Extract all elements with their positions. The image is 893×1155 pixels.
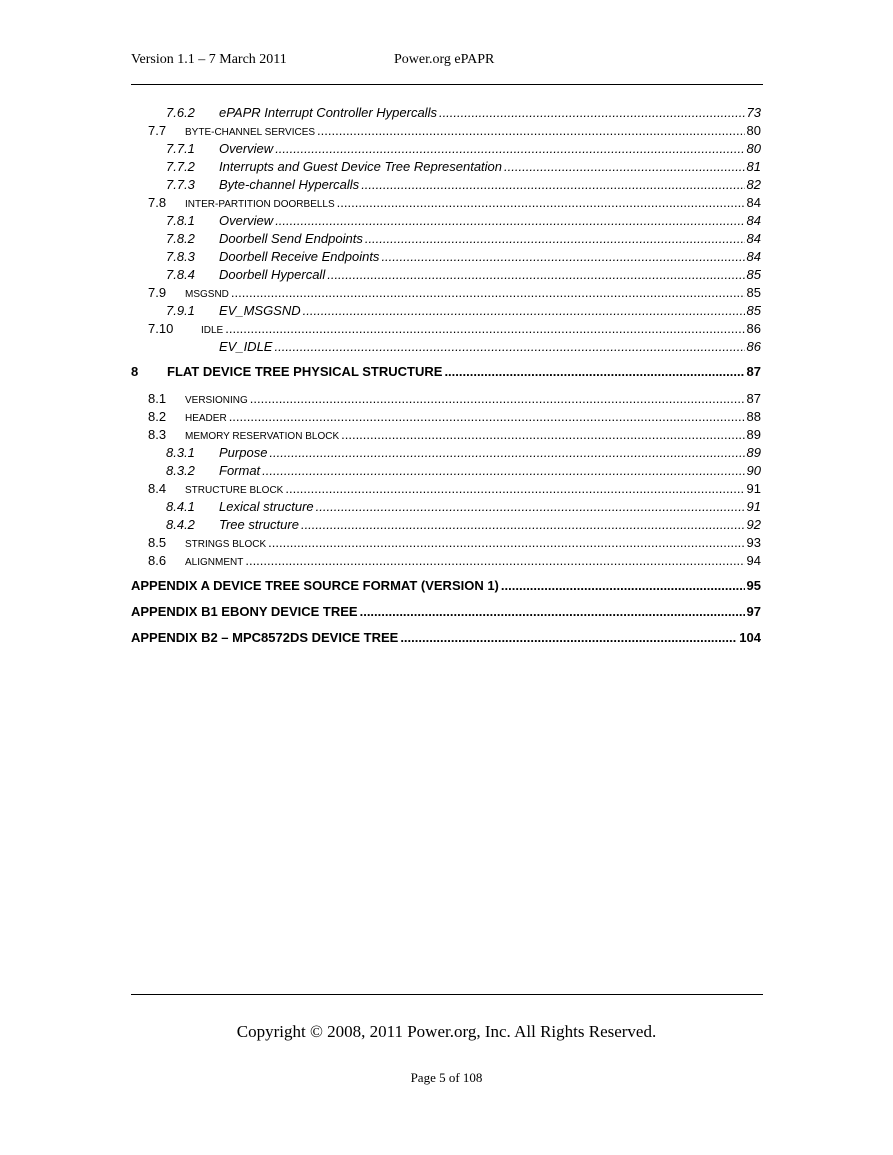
toc-entry-page: 84 [746, 213, 761, 228]
toc-entry-page: 84 [746, 231, 761, 246]
toc-entry[interactable] [131, 444, 761, 462]
toc-entry[interactable] [131, 230, 761, 248]
toc-entry-number: 8.2 [148, 409, 167, 424]
toc-entry-title: Doorbell Send Endpoints [219, 231, 363, 246]
toc-entry-page: 86 [746, 339, 761, 354]
toc-entry[interactable] [131, 176, 761, 194]
toc-dot-leader [245, 552, 744, 570]
toc-entry[interactable] [131, 480, 761, 498]
toc-entry-page: 89 [746, 445, 761, 460]
toc-entry-number: 7.8 [148, 195, 167, 210]
toc-dot-leader [274, 338, 744, 356]
toc-entry-title: Overview [219, 213, 274, 228]
toc-entry[interactable] [131, 577, 761, 595]
header-divider [131, 84, 763, 85]
toc-dot-leader [400, 629, 737, 647]
toc-entry-number: 7.9.1 [166, 303, 195, 318]
toc-dot-leader [341, 426, 744, 444]
toc-entry[interactable] [131, 629, 761, 647]
toc-entry-title: FLAT DEVICE TREE PHYSICAL STRUCTURE [167, 364, 443, 379]
toc-entry-title: MEMORY RESERVATION BLOCK [185, 431, 340, 442]
toc-entry-number: 8.3.1 [166, 445, 195, 460]
toc-entry-title: Purpose [219, 445, 268, 460]
toc-dot-leader [337, 194, 745, 212]
toc-entry-number: 8.5 [148, 535, 167, 550]
toc-entry-title: Lexical structure [219, 499, 314, 514]
toc-entry-number: 8.4.1 [166, 499, 195, 514]
toc-entry-page: 84 [746, 195, 761, 210]
toc-entry-title: STRINGS BLOCK [185, 539, 267, 550]
copyright-notice: Copyright © 2008, 2011 Power.org, Inc. All Rights Reserved. [236, 1022, 657, 1041]
toc-entry-number: 8 [131, 364, 139, 379]
toc-entry-number: 8.3 [148, 427, 167, 442]
toc-entry-page: 95 [746, 578, 761, 593]
toc-entry-number: 7.7.3 [166, 177, 195, 192]
toc-entry-page: 73 [746, 105, 761, 120]
toc-dot-leader [275, 212, 744, 230]
toc-entry-number: 8.6 [148, 553, 167, 568]
toc-entry-number: 7.7 [148, 123, 167, 138]
toc-entry[interactable] [131, 284, 761, 302]
toc-dot-leader [365, 230, 745, 248]
toc-entry-number: 7.8.2 [166, 231, 195, 246]
document-version: Version 1.1 – 7 March 2011 [131, 52, 287, 67]
toc-dot-leader [327, 266, 744, 284]
toc-entry-title: EV_MSGSND [219, 303, 301, 318]
toc-entry-page: 92 [746, 517, 761, 532]
toc-entry-page: 87 [746, 391, 761, 406]
toc-entry-title: BYTE-CHANNEL SERVICES [185, 127, 316, 138]
toc-entry-page: 90 [746, 463, 761, 478]
toc-entry-page: 81 [746, 159, 761, 174]
toc-entry-page: 84 [746, 249, 761, 264]
toc-entry-title: Byte-channel Hypercalls [219, 177, 360, 192]
toc-entry-number: 7.9 [148, 285, 167, 300]
toc-dot-leader [229, 408, 745, 426]
toc-dot-leader [250, 390, 745, 408]
toc-dot-leader [360, 603, 745, 621]
toc-dot-leader [444, 363, 744, 381]
toc-entry-title: APPENDIX B1 EBONY DEVICE TREE [131, 604, 358, 619]
toc-entry[interactable] [131, 158, 761, 176]
toc-entry-title: HEADER [185, 413, 227, 424]
toc-entry-page: 91 [746, 499, 761, 514]
toc-dot-leader [361, 176, 744, 194]
toc-entry-page: 89 [746, 427, 761, 442]
toc-entry-number: 8.1 [148, 391, 167, 406]
toc-entry-number: 7.8.1 [166, 213, 195, 228]
toc-dot-leader [317, 122, 744, 140]
toc-dot-leader [439, 104, 745, 122]
toc-entry[interactable] [131, 320, 761, 338]
toc-entry-number: 8.4.2 [166, 517, 195, 532]
toc-entry-page: 104 [739, 630, 761, 645]
toc-entry-page: 85 [746, 303, 761, 318]
toc-entry[interactable] [131, 266, 761, 284]
toc-entry-title: EV_IDLE [219, 339, 273, 354]
toc-entry-number: 7.7.2 [166, 159, 195, 174]
toc-entry-page: 88 [746, 409, 761, 424]
toc-dot-leader [303, 302, 745, 320]
toc-entry[interactable] [131, 390, 761, 408]
toc-entry-page: 91 [746, 481, 761, 496]
toc-entry[interactable] [131, 104, 761, 122]
toc-entry-title: Tree structure [219, 517, 299, 532]
toc-entry-page: 93 [746, 535, 761, 550]
toc-entry[interactable] [131, 408, 761, 426]
toc-dot-leader [301, 516, 745, 534]
toc-entry-number: 7.8.4 [166, 267, 195, 282]
toc-entry-page: 94 [746, 553, 761, 568]
toc-entry-page: 85 [746, 285, 761, 300]
toc-entry-title: MSGSND [185, 289, 229, 300]
toc-dot-leader [268, 534, 744, 552]
toc-dot-leader [262, 462, 744, 480]
toc-entry[interactable] [131, 552, 761, 570]
footer-divider [131, 994, 763, 995]
toc-entry-number: 8.4 [148, 481, 167, 496]
toc-dot-leader [285, 480, 744, 498]
toc-entry-title: ALIGNMENT [185, 557, 244, 568]
toc-entry-number: 7.7.1 [166, 141, 195, 156]
toc-entry-page: 82 [746, 177, 761, 192]
toc-entry-title: VERSIONING [185, 395, 248, 406]
toc-entry-title: Doorbell Receive Endpoints [219, 249, 380, 264]
toc-entry-title: INTER-PARTITION DOORBELLS [185, 199, 335, 210]
toc-entry-number: 8.3.2 [166, 463, 195, 478]
toc-entry[interactable] [131, 498, 761, 516]
toc-entry[interactable] [131, 534, 761, 552]
toc-dot-leader [501, 577, 745, 595]
toc-entry[interactable] [131, 426, 761, 444]
toc-entry[interactable] [131, 338, 761, 356]
toc-dot-leader [381, 248, 744, 266]
toc-entry-title: ePAPR Interrupt Controller Hypercalls [219, 105, 437, 120]
toc-dot-leader [316, 498, 745, 516]
toc-entry-number: 7.6.2 [166, 105, 195, 120]
toc-entry[interactable] [131, 302, 761, 320]
toc-dot-leader [504, 158, 745, 176]
toc-entry-page: 86 [746, 321, 761, 336]
toc-entry-title: Overview [219, 141, 274, 156]
toc-entry[interactable] [131, 140, 761, 158]
document-title: Power.org ePAPR [394, 52, 495, 67]
toc-entry-page: 80 [746, 141, 761, 156]
toc-entry-page: 87 [746, 364, 761, 379]
page-number: Page 5 of 108 [410, 1070, 483, 1085]
toc-dot-leader [269, 444, 744, 462]
toc-entry-title: APPENDIX B2 – MPC8572DS DEVICE TREE [131, 630, 399, 645]
toc-dot-leader [225, 320, 744, 338]
toc-entry-page: 85 [746, 267, 761, 282]
toc-entry-title: Doorbell Hypercall [219, 267, 326, 282]
toc-entry[interactable] [131, 462, 761, 480]
toc-entry[interactable] [131, 194, 761, 212]
toc-entry[interactable] [131, 516, 761, 534]
toc-entry-title: APPENDIX A DEVICE TREE SOURCE FORMAT (VERSION 1) [131, 578, 499, 593]
toc-entry-number: 7.10 [148, 321, 174, 336]
toc-entry-number: 7.8.3 [166, 249, 195, 264]
toc-entry-page: 80 [746, 123, 761, 138]
toc-entry-page: 97 [746, 604, 761, 619]
toc-entry[interactable] [131, 603, 761, 621]
toc-entry-title: STRUCTURE BLOCK [185, 485, 284, 496]
toc-entry[interactable] [131, 248, 761, 266]
toc-entry[interactable] [131, 122, 761, 140]
toc-entry-title: Format [219, 463, 261, 478]
toc-dot-leader [231, 284, 745, 302]
toc-entry[interactable] [131, 363, 761, 381]
toc-dot-leader [275, 140, 744, 158]
toc-entry-title: IDLE [201, 325, 224, 336]
toc-entry-title: Interrupts and Guest Device Tree Representation [219, 159, 503, 174]
toc-entry[interactable] [131, 212, 761, 230]
